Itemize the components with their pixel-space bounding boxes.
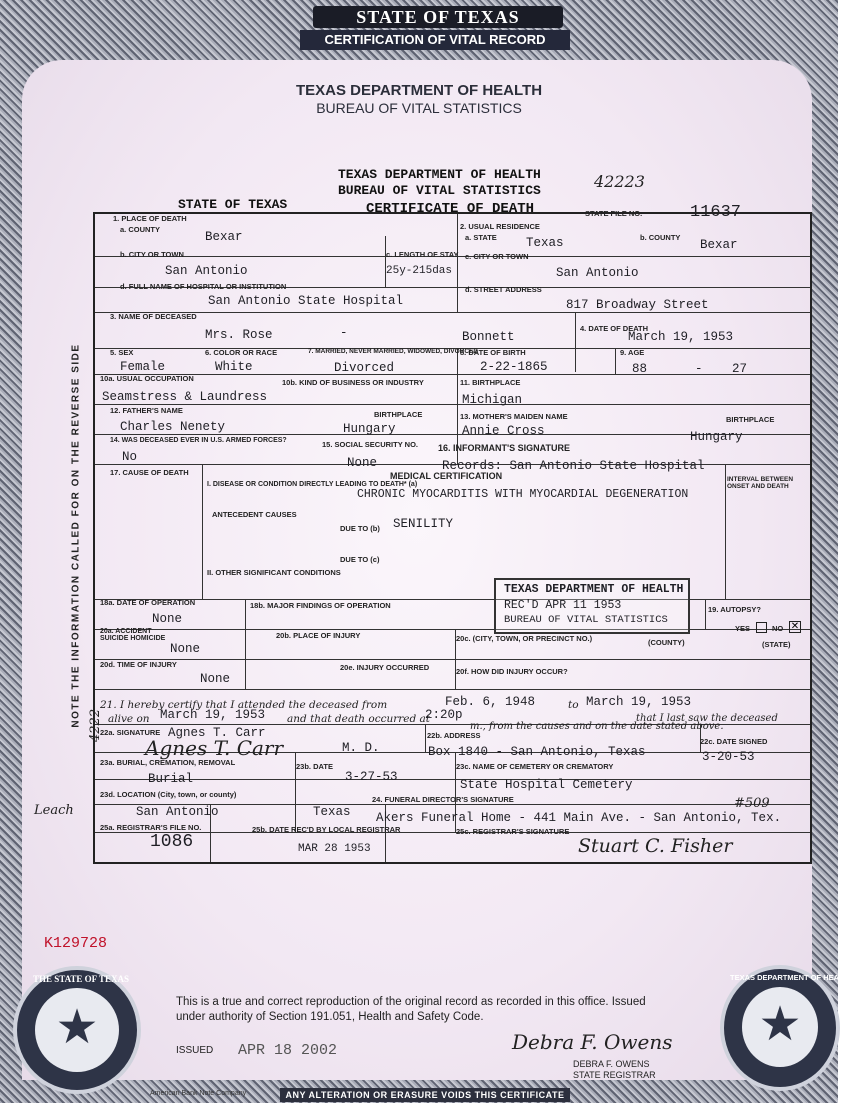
informant-value: Records: San Antonio State Hospital [442,459,705,473]
stamp-line-3: BUREAU OF VITAL STATISTICS [504,614,668,626]
county-label: a. COUNTY [120,225,161,234]
res-city-value: San Antonio [556,266,639,280]
address-value: Box 1840 - San Antonio, Texas [428,745,646,759]
reg-sig-value: Stuart C. Fisher [578,835,733,857]
margin-number: 4222 [88,708,103,742]
stay-value: 25y-215das [386,265,453,277]
mother-bp-label: BIRTHPLACE [726,415,775,424]
cemetery-value: State Hospital Cemetery [460,778,633,792]
registrar-signature: Debra F. Owens [512,1030,673,1054]
reg-file-value: 1086 [150,832,194,852]
funeral-no: #509 [734,796,770,811]
burial-date-label: 23b. DATE [296,762,333,771]
state2-label: (STATE) [762,640,791,649]
seal-left-text: THE STATE OF TEXAS [33,974,129,984]
burial-value: Burial [148,772,194,786]
operation-label: 18a. DATE OF OPERATION [100,598,196,607]
date-signed-label: 22c. DATE SIGNED [700,737,768,746]
location-value: San Antonio [136,805,219,819]
father-value: Charles Nenety [120,420,226,434]
cemetery-label: 23c. NAME OF CEMETERY OR CREMATORY [456,762,614,771]
cert-banner: CERTIFICATION OF VITAL RECORD [300,30,570,50]
residence-label: 2. USUAL RESIDENCE [460,222,540,231]
stay-label: c. LENGTH OF STAY [386,250,459,259]
footer-text-2: under authority of Section 191.051, Health and Safety Code. [176,1011,484,1023]
cert-text-2: that I last saw the deceased [636,713,778,724]
father-bp-label: BIRTHPLACE [374,410,423,419]
cert-alive: alive on [108,713,150,725]
place-death-label: 1. PLACE OF DEATH [113,214,187,223]
res-city-label: c. CITY OR TOWN [465,252,529,261]
marital-label: 7. MARRIED, NEVER MARRIED, WIDOWED, DIVORCED [308,348,479,355]
cert-to-label: to [568,699,579,711]
father-bp-value: Hungary [343,422,396,436]
race-value: White [215,360,253,374]
date-signed-value: 3-20-53 [702,750,755,764]
mother-label: 13. MOTHER'S MAIDEN NAME [460,412,568,421]
age-label: 9. AGE [620,348,645,357]
rec-local-value: MAR 28 1953 [298,843,371,855]
age-months: - [695,362,703,376]
serial-number: K129728 [44,935,108,952]
star-icon: ★ [55,1001,99,1054]
cert-from: Feb. 6, 1948 [445,695,536,709]
issued-date: APR 18 2002 [238,1042,338,1059]
rec-local-label: 25b. DATE REC'D BY LOCAL REGISTRAR [252,825,401,834]
occupation-value: Seamstress & Laundress [102,390,268,404]
injury-place-label: 20b. PLACE OF INJURY [276,631,361,640]
stamp-line-2: REC'D APR 11 1953 [504,599,622,612]
armed-label: 14. WAS DECEASED EVER IN U.S. ARMED FORCES? [110,437,287,444]
bureau-name: BUREAU OF VITAL STATISTICS [316,100,522,116]
margin-leach: Leach [34,803,74,818]
autopsy-no: NO [772,624,784,633]
ssn-label: 15. SOCIAL SECURITY NO. [322,440,418,449]
res-street-label: d. STREET ADDRESS [465,285,542,294]
age-years: 88 [632,362,648,376]
issued-label: ISSUED [176,1045,214,1056]
autopsy-yes-box [756,622,767,633]
cert-text-1: 21. I hereby certify that I attended the deceased from [100,699,388,711]
armed-value: No [122,450,138,464]
cert-text-3: and that death occurred at [287,713,431,725]
city-value: San Antonio [165,264,248,278]
how-label: 20f. HOW DID INJURY OCCUR? [456,667,568,676]
hand-number: 42223 [594,172,645,191]
reg-sig-label: 25c. REGISTRAR'S SIGNATURE [456,827,570,836]
cert-alive-date: March 19, 1953 [160,708,266,722]
signature-hand: Agnes T. Carr [145,736,284,760]
location-label: 23d. LOCATION (City, town, or county) [100,790,237,799]
agency-name: TEXAS DEPARTMENT OF HEALTH [295,82,543,99]
received-stamp [494,578,690,634]
side-note: NOTE THE INFORMATION CALLED FOR ON THE REVERSE SIDE [70,343,82,728]
county2-label: (COUNTY) [648,638,685,647]
hospital-value: San Antonio State Hospital [208,294,404,308]
sex-label: 5. SEX [110,348,134,357]
findings-label: 18b. MAJOR FINDINGS OF OPERATION [250,601,391,610]
autopsy-no-box: ✕ [790,621,800,632]
injury-city-label: 20c. (CITY, TOWN, OR PRECINCT NO.) [456,634,593,643]
form-state: STATE OF TEXAS [178,197,288,212]
middle-name: - [340,326,348,340]
ssn-value: None [347,456,378,470]
star-icon: ★ [758,998,802,1051]
due-c-label: DUE TO (c) [340,555,380,564]
birthplace-value: Michigan [462,393,523,407]
date-death-value: March 19, 1953 [628,330,734,344]
address-label: 22b. ADDRESS [427,731,481,740]
accident-label: 20a. ACCIDENT SUICIDE HOMICIDE [100,628,166,642]
race-label: 6. COLOR OR RACE [205,348,278,357]
mother-bp-value: Hungary [690,430,743,444]
form-bureau: BUREAU OF VITAL STATISTICS [338,183,541,198]
res-county-value: Bexar [700,238,738,252]
last-name: Bonnett [462,330,515,344]
dob-value: 2-22-1865 [480,360,548,374]
burial-date-value: 3-27-53 [345,770,398,784]
dob-label: 8. DATE OF BIRTH [460,348,526,357]
informant-label: 16. INFORMANT'S SIGNATURE [438,443,570,453]
due-b-value: SENILITY [393,517,454,531]
health-dept-seal [720,965,853,1091]
res-street-value: 817 Broadway Street [566,298,709,312]
autopsy-yes: YES [735,624,751,633]
mother-value: Annie Cross [462,424,545,438]
res-county-label: b. COUNTY [640,233,681,242]
name-label: 3. NAME OF DECEASED [110,312,197,321]
disease-value: CHRONIC MYOCARDITIS WITH MYOCARDIAL DEGENERATION [357,488,689,501]
funeral-label: 24. FUNERAL DIRECTOR'S SIGNATURE [372,795,514,804]
autopsy-label: 19. AUTOPSY? [708,605,761,614]
file-no-label: STATE FILE NO. [585,209,643,218]
father-label: 12. FATHER'S NAME [110,406,183,415]
stamp-line-1: TEXAS DEPARTMENT OF HEALTH [504,583,684,596]
cause-label: 17. CAUSE OF DEATH [110,468,189,477]
disease-label: I. DISEASE OR CONDITION DIRECTLY LEADING TO DEATH* (a) [207,481,418,488]
footer-text-1: This is a true and correct reproduction of the original record as recorded in this office. Issued [176,996,646,1008]
reg-file-label: 25a. REGISTRAR'S FILE NO. [100,823,202,832]
form-dept: TEXAS DEPARTMENT OF HEALTH [338,167,541,182]
city-label: b. CITY OR TOWN [120,250,184,259]
location-state: Texas [313,805,351,819]
form-title: CERTIFICATE OF DEATH [366,201,535,217]
other-label: II. OTHER SIGNIFICANT CONDITIONS [207,568,341,577]
degree-value: M. D. [342,741,380,755]
date-death-label: 4. DATE OF DEATH [580,324,649,333]
operation-value: None [152,612,183,626]
burial-label: 23a. BURIAL, CREMATION, REMOVAL [100,758,236,767]
antecedent-label: ANTECEDENT CAUSES [212,510,297,519]
due-b-label: DUE TO (b) [340,524,380,533]
marital-value: Divorced [334,361,395,375]
injury-occ-label: 20e. INJURY OCCURRED [340,663,430,672]
registrar-name: DEBRA F. OWENS [573,1059,650,1069]
med-cert-label: MEDICAL CERTIFICATION [390,471,503,481]
cert-time: 2:20p [425,708,463,722]
registrar-title: STATE REGISTRAR [573,1070,656,1080]
warning-bar: ANY ALTERATION OR ERASURE VOIDS THIS CERTIFICATE [280,1088,570,1102]
occupation-label: 10a. USUAL OCCUPATION [100,374,194,383]
signature-label: 22a. SIGNATURE [100,728,161,737]
seal-right-text: TEXAS DEPARTMENT OF HEALTH [730,973,853,982]
signature-typed: Agnes T. Carr [168,726,266,740]
funeral-value: Akers Funeral Home - 441 Main Ave. - San Antonio, Tex. [376,811,782,825]
cert-to: March 19, 1953 [586,695,692,709]
texas-state-seal [13,966,141,1094]
res-state-value: Texas [526,236,564,250]
printer-name: American Bank Note Company [150,1090,247,1097]
hospital-label: d. FULL NAME OF HOSPITAL OR INSTITUTION [120,282,287,291]
time-label: 20d. TIME OF INJURY [100,660,177,669]
business-label: 10b. KIND OF BUSINESS OR INDUSTRY [282,378,424,387]
sex-value: Female [120,360,166,374]
file-no: 11637 [690,203,742,222]
state-banner: STATE OF TEXAS [313,6,563,28]
first-name: Mrs. Rose [205,328,273,342]
age-days: 27 [732,362,748,376]
county-value: Bexar [205,230,243,244]
birthplace-label: 11. BIRTHPLACE [460,378,521,387]
cert-text-4: m., from the causes and on the date stated above. [470,721,724,732]
accident-value: None [170,642,201,656]
res-state-label: a. STATE [465,233,497,242]
interval-label: INTERVAL BETWEEN ONSET AND DEATH [727,476,794,490]
time-value: None [200,672,231,686]
